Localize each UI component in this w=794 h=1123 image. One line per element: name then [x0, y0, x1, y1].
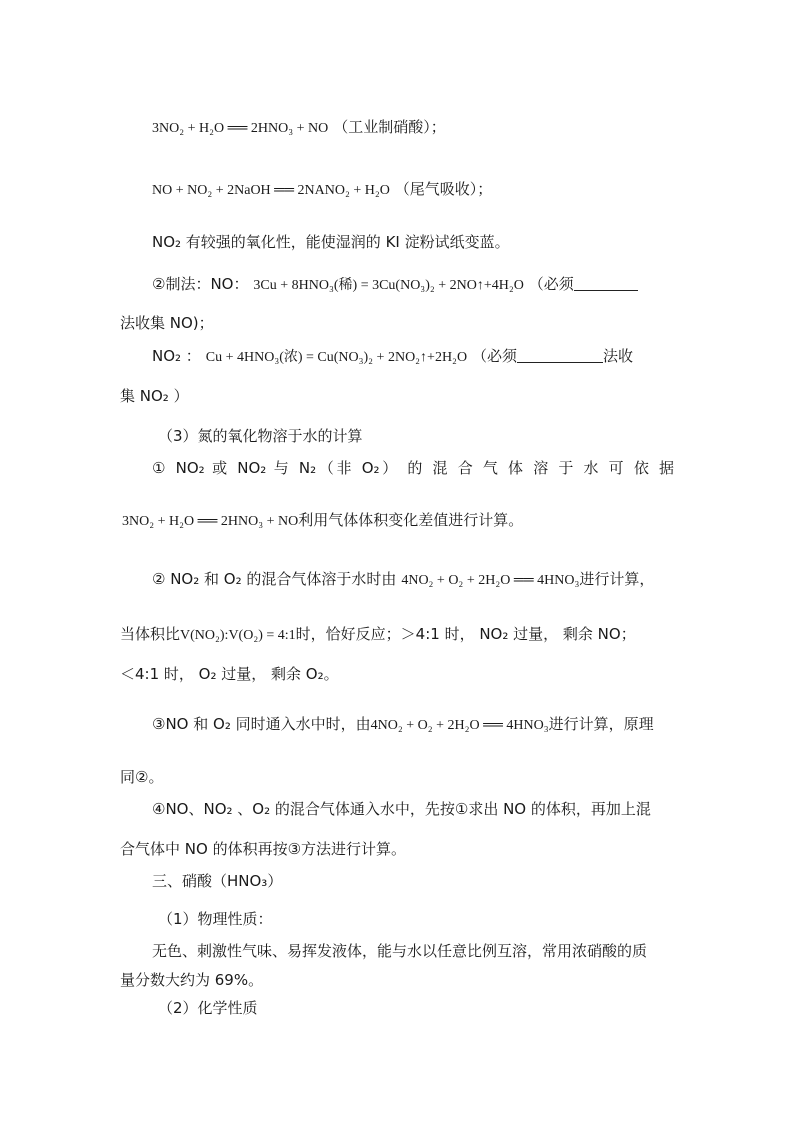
paragraph-line: ① NO₂ 或 NO₂ 与 N₂（非 O₂） 的 混 合 气 体 溶 于 水 可 依 据 — [152, 459, 674, 477]
text: 利用气体体积变化差值进行计算。 — [298, 511, 524, 529]
section-heading: （3）氮的氧化物溶于水的计算 — [158, 427, 363, 445]
paragraph-line: 集 NO₂ ） — [120, 387, 189, 405]
note-tail: 法收 — [603, 347, 634, 365]
text: 进行计算，原理 — [548, 715, 654, 733]
paragraph-line: 合气体中 NO 的体积再按③方法进行计算。 — [120, 840, 407, 858]
paragraph-line: ④NO、NO₂ 、O₂ 的混合气体通入水中，先按①求出 NO 的体积，再加上混 — [152, 800, 651, 818]
paragraph-line — [122, 509, 523, 533]
equation: 3Cu + 8HNO₃(稀) = 3Cu(NO₃)₂ + 2NO↑+4H₂O — [253, 278, 524, 293]
label: NO₂ ： — [152, 347, 201, 365]
note: （必须 — [528, 275, 574, 293]
text: ③NO 和 O₂ 同时通入水中时，由 — [152, 715, 371, 733]
paragraph-line: 量分数大约为 69%。 — [120, 971, 264, 989]
preparation-line — [152, 273, 638, 297]
paragraph-line — [120, 623, 636, 647]
preparation-line — [152, 345, 633, 369]
paragraph-line — [152, 713, 654, 737]
fill-blank — [574, 275, 638, 291]
text: 进行计算， — [579, 570, 655, 588]
reaction-line — [152, 178, 492, 202]
equation: NO + NO₂ + 2NaOH ══ 2NANO₂ + H₂O — [152, 183, 390, 198]
paragraph-line: ＜4:1 时， O₂ 过量， 剩余 O₂。 — [120, 665, 339, 683]
subsection-heading: （1）物理性质： — [158, 910, 273, 928]
text: 当体积比 — [120, 625, 181, 643]
fill-blank — [517, 347, 603, 363]
paragraph-line: 无色、刺激性气味、易挥发液体，能与水以任意比例互溶，常用浓硝酸的质 — [152, 942, 648, 960]
reaction-line — [152, 116, 446, 140]
text: ② NO₂ 和 O₂ 的混合气体溶于水时由 — [152, 570, 397, 588]
note: （必须 — [472, 347, 518, 365]
equation: 3NO₂ + H₂O ══ 2HNO₃ + NO — [152, 121, 329, 136]
equation: 3NO₂ + H₂O ══ 2HNO₃ + NO — [122, 514, 299, 529]
note: （尾气吸收）； — [394, 180, 493, 198]
equation: V(NO₂):V(O₂) = 4:1 — [180, 628, 296, 643]
paragraph-line — [152, 568, 654, 592]
note: （工业制硝酸）； — [333, 118, 446, 136]
section-heading: 三、硝酸（HNO₃） — [152, 872, 283, 890]
equation: Cu + 4HNO₃(浓) = Cu(NO₃)₂ + 2NO₂↑+2H₂O — [205, 350, 468, 365]
paragraph-line: NO₂ 有较强的氧化性，能使湿润的 KI 淀粉试纸变蓝。 — [152, 233, 510, 251]
label: ②制法：NO： — [152, 275, 249, 293]
paragraph-line: 法收集 NO)； — [120, 314, 214, 332]
equation: 4NO₂ + O₂ + 2H₂O ══ 4HNO₃ — [401, 573, 580, 588]
text: 时，恰好反应；＞4:1 时， NO₂ 过量， 剩余 NO； — [295, 625, 636, 643]
subsection-heading: （2）化学性质 — [158, 999, 258, 1017]
equation: 4NO₂ + O₂ + 2H₂O ══ 4HNO₃ — [370, 718, 549, 733]
paragraph-line: 同②。 — [120, 768, 164, 786]
